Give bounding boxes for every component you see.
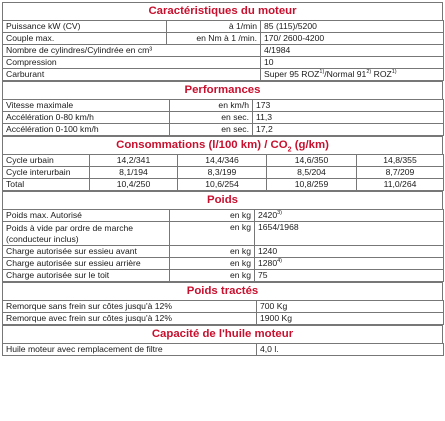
table-row [3, 33, 444, 45]
value-text: 1280 [258, 258, 278, 268]
row-label: Charge autorisée sur le toit [3, 270, 170, 282]
table-row [3, 57, 444, 69]
table-row [3, 155, 444, 167]
cell-value: 14,6/350 [267, 155, 357, 167]
row-unit: en sec. [170, 124, 253, 136]
vehicle-spec-sheet [2, 2, 443, 356]
table-row [3, 246, 444, 258]
consumption-title-b: (g/km) [291, 139, 329, 151]
row-value: 17,2 [253, 124, 444, 136]
row-label: Remorque avec frein sur côtes jusqu'à 12% [3, 313, 257, 325]
engine-table [2, 20, 444, 81]
row-unit: en kg [170, 210, 255, 222]
cell-value: 10,8/259 [267, 179, 357, 191]
row-value [255, 258, 444, 270]
row-value: 4,0 l. [257, 344, 444, 356]
row-value: 1654/1968 [255, 222, 444, 246]
towing-section-title: Poids tractés [2, 282, 443, 300]
towing-table [2, 300, 444, 325]
cell-value: 14,4/346 [178, 155, 267, 167]
cell-value: 8,7/209 [357, 167, 444, 179]
row-label: Vitesse maximale [3, 100, 170, 112]
row-label: Nombre de cylindres/Cylindrée en cm³ [3, 45, 261, 57]
footnote-mark: 2) [366, 69, 372, 76]
row-unit: à 1/min [167, 21, 261, 33]
row-value: 11,3 [253, 112, 444, 124]
table-row [3, 270, 444, 282]
table-row [3, 69, 444, 81]
cell-value: 8,5/204 [267, 167, 357, 179]
fuel-value-a: Super 95 ROZ [264, 69, 320, 79]
row-unit: en Nm à 1 /min. [167, 33, 261, 45]
cell-value: 10,6/254 [178, 179, 267, 191]
table-row [3, 258, 444, 270]
row-label: Charge autorisée sur essieu arrière [3, 258, 170, 270]
row-value: 4/1984 [261, 45, 444, 57]
row-value: 173 [253, 100, 444, 112]
row-unit: en kg [170, 258, 255, 270]
table-row [3, 313, 444, 325]
fuel-value [261, 69, 444, 81]
consumption-title-sub: 2 [287, 146, 292, 154]
row-value: 1240 [255, 246, 444, 258]
row-label: Couple max. [3, 33, 167, 45]
fuel-value-b: /Normal 91 [324, 69, 367, 79]
cell-value: 10,4/250 [90, 179, 178, 191]
value-text: 2420 [258, 210, 278, 220]
row-unit: en kg [170, 246, 255, 258]
label-line-2: (conducteur inclus) [6, 233, 79, 244]
row-label: Poids max. Autorisé [3, 210, 170, 222]
fuel-value-c: ROZ [371, 69, 392, 79]
row-unit: en kg [170, 270, 255, 282]
row-label: Remorque sans frein sur côtes jusqu'à 12% [3, 301, 257, 313]
row-label: Total [3, 179, 90, 191]
row-value: 1900 Kg [257, 313, 444, 325]
table-row [3, 21, 444, 33]
footnote-mark: 1) [319, 69, 325, 76]
table-row [3, 344, 444, 356]
table-row [3, 210, 444, 222]
row-value: 700 Kg [257, 301, 444, 313]
footnote-mark: 1) [391, 69, 397, 76]
engine-section-title: Caractéristiques du moteur [2, 2, 443, 20]
table-row [3, 45, 444, 57]
cell-value: 14,8/355 [357, 155, 444, 167]
performance-section-title: Performances [2, 81, 443, 99]
cell-value: 11,0/264 [357, 179, 444, 191]
row-value: 170/ 2600-4200 [261, 33, 444, 45]
cell-value: 8,1/194 [90, 167, 178, 179]
consumption-section-title [2, 136, 443, 154]
row-label: Compression [3, 57, 261, 69]
performance-table [2, 99, 444, 136]
table-row [3, 222, 444, 246]
row-unit: en kg [170, 222, 255, 246]
row-label: Puissance kW (CV) [3, 21, 167, 33]
table-row [3, 124, 444, 136]
row-label: Cycle interurbain [3, 167, 90, 179]
row-label: Huile moteur avec remplacement de filtre [3, 344, 257, 356]
table-row [3, 301, 444, 313]
row-value [255, 210, 444, 222]
table-row [3, 167, 444, 179]
cell-value: 8,3/199 [178, 167, 267, 179]
consumption-title-a: Consommations (l/100 km) / CO [116, 139, 288, 151]
row-unit: en sec. [170, 112, 253, 124]
row-value: 85 (115)/5200 [261, 21, 444, 33]
footnote-mark: 4) [277, 258, 283, 265]
row-label: Accélération 0-100 km/h [3, 124, 170, 136]
row-unit: en km/h [170, 100, 253, 112]
row-label: Carburant [3, 69, 261, 81]
footnote-mark: 3) [277, 210, 283, 217]
weights-table [2, 209, 444, 282]
row-label: Charge autorisée sur essieu avant [3, 246, 170, 258]
consumption-table [2, 154, 444, 191]
row-value: 10 [261, 57, 444, 69]
oil-table [2, 343, 444, 356]
table-row [3, 100, 444, 112]
table-row [3, 179, 444, 191]
cell-value: 14,2/341 [90, 155, 178, 167]
oil-section-title: Capacité de l'huile moteur [2, 325, 443, 343]
table-row [3, 112, 444, 124]
weights-section-title: Poids [2, 191, 443, 209]
label-line-1: Poids à vide par ordre de marche [6, 222, 134, 233]
row-label: Cycle urbain [3, 155, 90, 167]
row-label [3, 222, 170, 246]
row-label: Accélération 0-80 km/h [3, 112, 170, 124]
row-value: 75 [255, 270, 444, 282]
